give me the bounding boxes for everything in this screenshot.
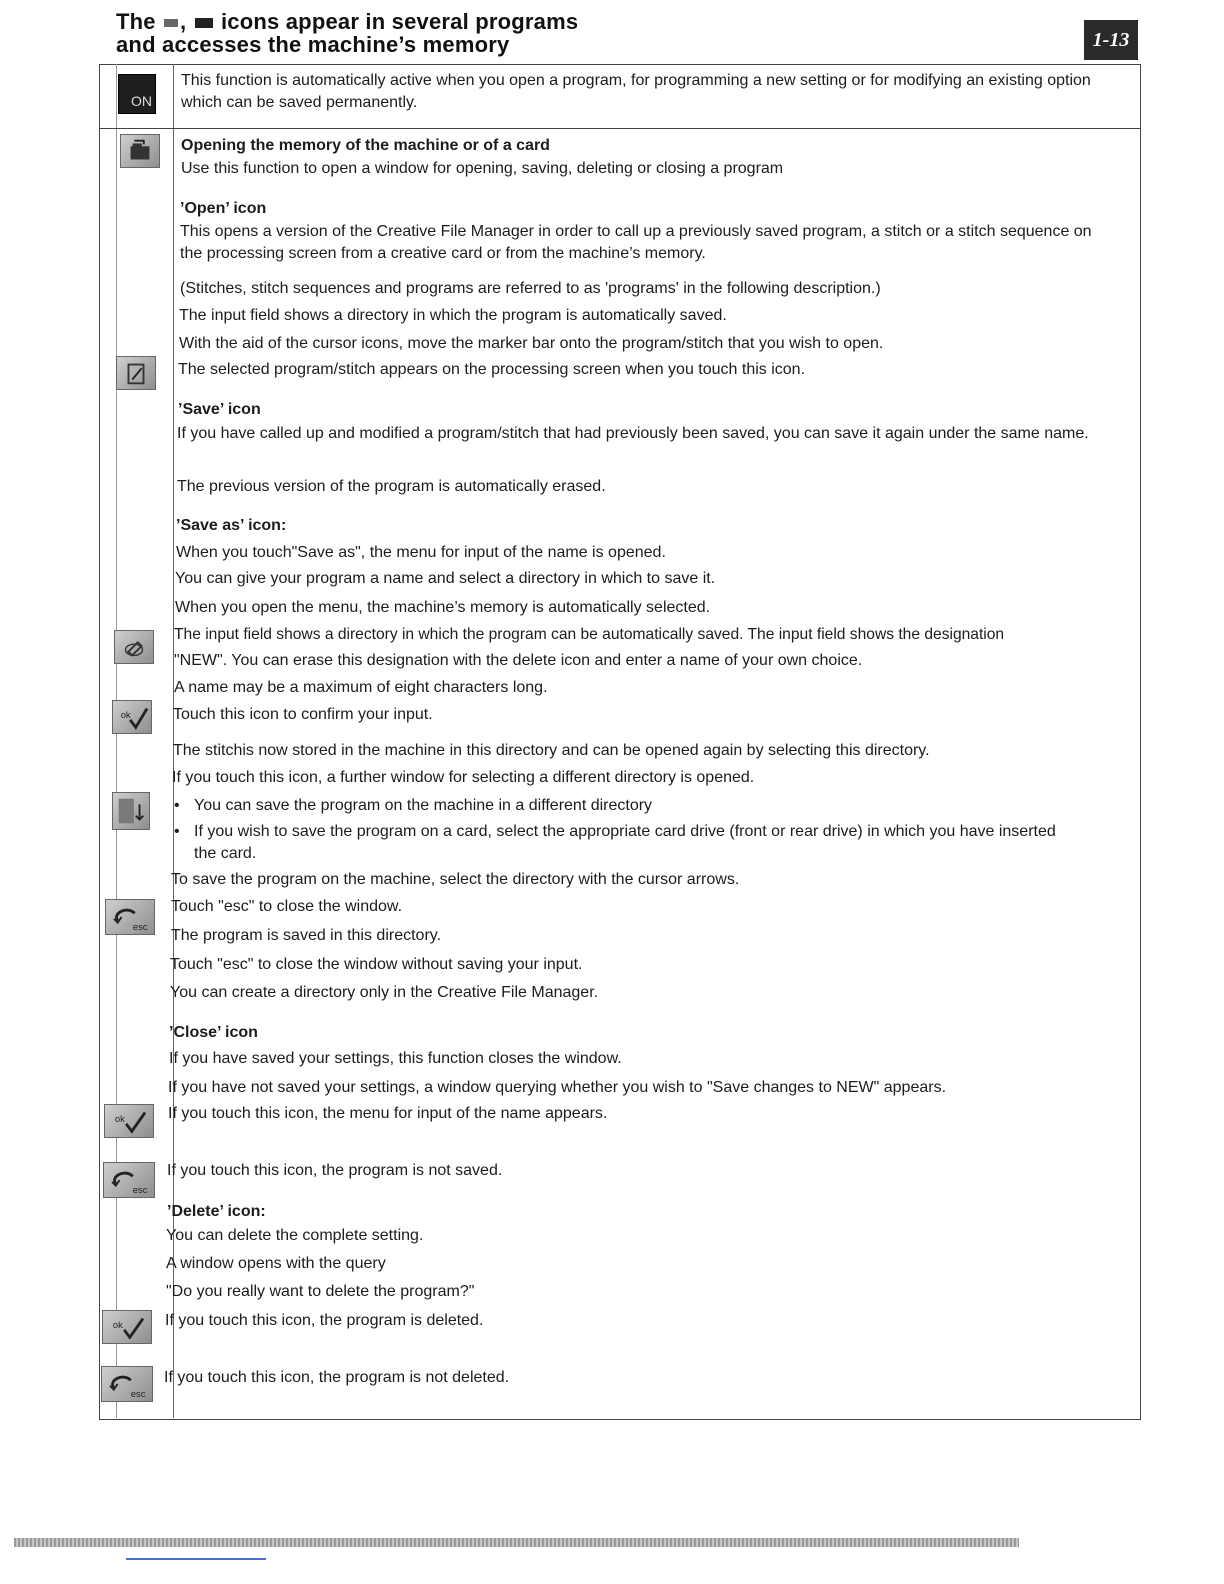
- save-as-p2: You can give your program a name and select a directory in which to save it.: [175, 570, 716, 587]
- delete-p4: If you touch this icon, the program is deleted.: [165, 1312, 484, 1329]
- delete-esc-icon-label: esc: [130, 1389, 146, 1401]
- delete-p2: A window opens with the query: [166, 1255, 386, 1272]
- delete-p5: If you touch this icon, the program is not deleted.: [164, 1369, 510, 1386]
- delete-p1: You can delete the complete setting.: [166, 1227, 424, 1244]
- on-mini-icon: [195, 18, 213, 28]
- open-p5: The selected program/stitch appears on the processing screen when you touch this icon.: [178, 361, 806, 378]
- edit-name-icon[interactable]: [114, 630, 154, 664]
- save-as-p11: The program is saved in this directory.: [171, 927, 442, 944]
- delete-ok-icon-label: ok: [112, 1318, 123, 1330]
- footer-scan-bar: [14, 1538, 1019, 1547]
- save-as-heading: ’Save as’ icon:: [176, 517, 287, 534]
- page-title: [116, 10, 578, 56]
- delete-esc-icon[interactable]: [101, 1366, 153, 1402]
- save-as-p7: The stitchis now stored in the machine in this directory and can be opened again by selecting this directory.: [173, 742, 930, 759]
- close-heading: ’Close’ icon: [169, 1024, 258, 1041]
- ok-icon-label: ok: [120, 708, 131, 720]
- save-as-p4b: "NEW". You can erase this designation with the delete icon and enter a name of your own choice.: [174, 652, 863, 669]
- open-p1: This opens a version of the Creative File Manager in order to call up a previously saved program, a stitch or a stitch sequence on the processing screen from a creative card or from the machine’s memory.: [180, 223, 1092, 262]
- close-p2: If you have not saved your settings, a window querying whether you wish to "Save changes to NEW" appears.: [168, 1079, 947, 1096]
- close-p4: If you touch this icon, the program is not saved.: [167, 1162, 503, 1179]
- left-margin-line: [116, 64, 117, 1418]
- open-p2: (Stitches, stitch sequences and programs are referred to as 'programs' in the following description.): [180, 280, 881, 297]
- close-esc-icon[interactable]: [103, 1162, 155, 1198]
- save-as-bullet-2: • If you wish to save the program on a card, select the appropriate card drive (front or rear drive) in which you have inserted the card.: [194, 821, 1074, 865]
- memory-mini-icon: [164, 19, 178, 27]
- save-as-p12: Touch "esc" to close the window without saving your input.: [170, 956, 583, 973]
- directory-icon[interactable]: [112, 792, 150, 830]
- title-line-1: The , icons appear in several programs: [116, 9, 579, 34]
- save-as-p4a: The input field shows a directory in which the program can be automatically saved. The input field shows the designation: [174, 626, 1005, 643]
- ok-icon[interactable]: [112, 700, 152, 734]
- save-as-bullet-1: • You can save the program on the machine in a different directory: [194, 795, 652, 817]
- row-divider: [99, 128, 1140, 129]
- save-as-p9: To save the program on the machine, select the directory with the cursor arrows.: [171, 871, 740, 888]
- save-as-p6: Touch this icon to confirm your input.: [173, 706, 433, 723]
- close-ok-icon-label: ok: [114, 1112, 125, 1124]
- memory-heading: Opening the memory of the machine or of a card: [181, 137, 550, 154]
- save-p1: If you have called up and modified a program/stitch that had previously been saved, you can save it again under the same name.: [177, 425, 1089, 442]
- esc-icon[interactable]: [105, 899, 155, 935]
- save-heading: ’Save’ icon: [178, 401, 261, 418]
- delete-heading: ’Delete’ icon:: [167, 1203, 266, 1220]
- close-p1: If you have saved your settings, this function closes the window.: [169, 1050, 622, 1067]
- save-as-p3: When you open the menu, the machine’s memory is automatically selected.: [175, 599, 711, 616]
- save-as-p10: Touch "esc" to close the window.: [171, 898, 403, 915]
- open-p3: The input field shows a directory in which the program is automatically saved.: [179, 307, 727, 324]
- open-heading: ’Open’ icon: [180, 200, 267, 217]
- close-p3: If you touch this icon, the menu for input of the name appears.: [168, 1105, 608, 1122]
- esc-icon-label: esc: [132, 922, 148, 934]
- open-confirm-icon[interactable]: [116, 356, 156, 390]
- save-p2: The previous version of the program is automatically erased.: [177, 478, 606, 495]
- save-as-p1: When you touch"Save as", the menu for input of the name is opened.: [176, 544, 666, 561]
- on-description: This function is automatically active when you open a program, for programming a new setting or for modifying an existing option which can be saved permanently.: [181, 72, 1091, 111]
- on-icon[interactable]: ON: [118, 74, 156, 114]
- save-as-p8: If you touch this icon, a further window for selecting a different directory is opened.: [172, 769, 755, 786]
- save-as-p13: You can create a directory only in the Creative File Manager.: [170, 984, 599, 1001]
- title-line-2: and accesses the machine’s memory: [116, 32, 510, 57]
- delete-p3: "Do you really want to delete the program?": [166, 1283, 475, 1300]
- delete-ok-icon[interactable]: [102, 1310, 152, 1344]
- close-ok-icon[interactable]: [104, 1104, 154, 1138]
- memory-intro: Use this function to open a window for opening, saving, deleting or closing a program: [181, 160, 784, 177]
- open-p4: With the aid of the cursor icons, move the marker bar onto the program/stitch that you wish to open.: [179, 335, 884, 352]
- footer-underline: [126, 1558, 266, 1560]
- memory-folder-icon[interactable]: [120, 134, 160, 168]
- save-as-p5: A name may be a maximum of eight characters long.: [174, 679, 548, 696]
- close-esc-icon-label: esc: [132, 1185, 148, 1197]
- page-number-badge: 1-13: [1084, 20, 1138, 60]
